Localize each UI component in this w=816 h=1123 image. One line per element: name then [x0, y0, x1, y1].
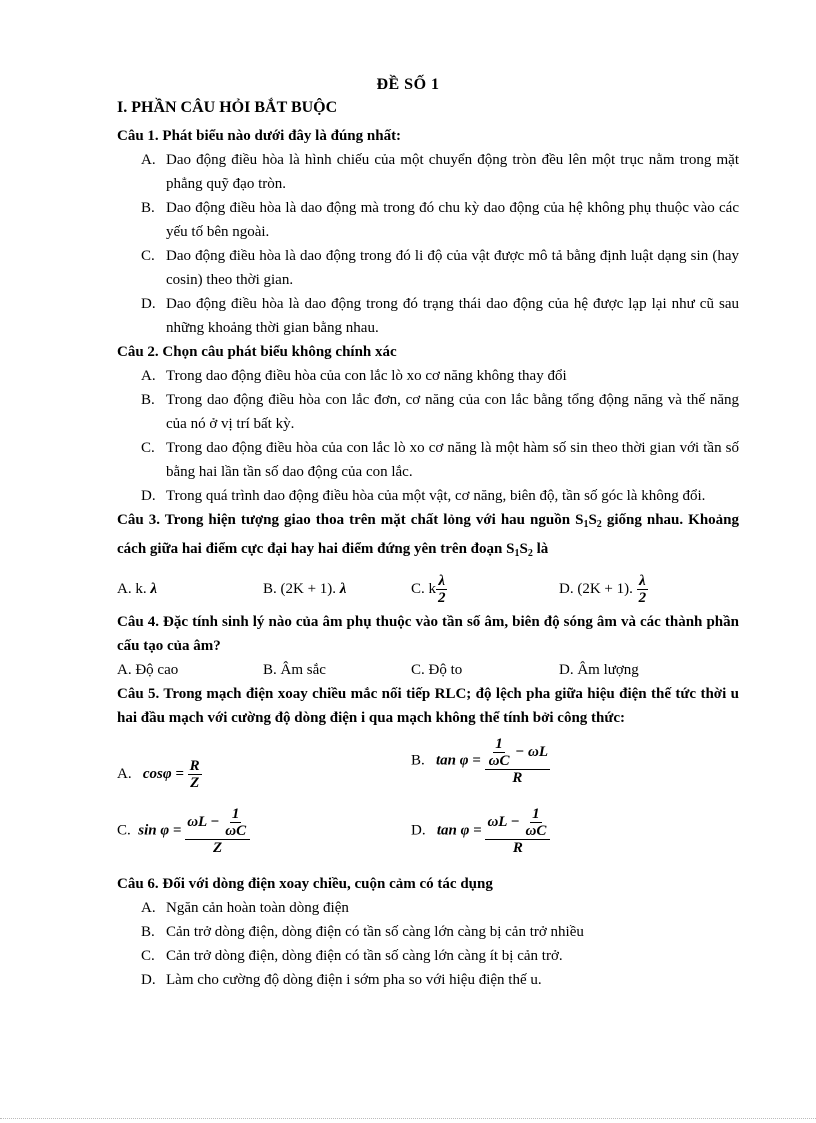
q2-option-a [117, 364, 739, 388]
q5-option-c: C. sin φ = ωL − $\frac{1}{\omega C}$ Z [117, 806, 250, 856]
page-bottom-divider [0, 1118, 816, 1119]
question-5: Câu 5. Trong mạch điện xoay chiều mắc nối tiếp RLC; độ lệch pha giữa hiệu điện thế tức thời u hai đầu mạch với cường độ dòng điện i qua mạch không thể tính bởi công thức: [117, 686, 739, 726]
option-letter: B. [141, 392, 155, 408]
q3-option-c: C. k $\frac{\lambda}{2}$ [411, 573, 446, 607]
lambda-over-two: $\frac{\lambda}{2}$ [638, 573, 647, 607]
q2-option-d [117, 484, 739, 508]
option-letter: A. [141, 368, 156, 384]
option-text: Cản trở dòng điện, dòng điện có tần số càng lớn càng bị cản trở nhiều [166, 924, 584, 940]
question-1: Câu 1. Phát biểu nào dưới đây là đúng nhất: [117, 128, 402, 144]
option-text: Dao động điều hòa là hình chiếu của một chuyển động tròn đều lên một trục nằm trong mặt phẳng quỹ đạo tròn. [166, 152, 739, 192]
option-text: Trong quá trình dao động điều hòa của một vật, cơ năng, biên độ, tần số góc là không đổi. [166, 488, 706, 504]
q6-option-a [117, 896, 739, 920]
q4-option-d: D. Âm lượng [559, 662, 639, 678]
q3-options [117, 570, 739, 608]
option-letter: D. [141, 972, 156, 988]
q2-option-b [117, 388, 739, 436]
option-letter: D. [141, 296, 156, 312]
section-heading: I. PHẦN CÂU HỎI BẮT BUỘC [117, 99, 338, 116]
q4-option-b: B. Âm sắc [263, 662, 326, 678]
q5-row-ab [117, 736, 739, 802]
q6-option-d [117, 968, 739, 992]
option-letter: A. [141, 152, 156, 168]
option-text: Ngăn cản hoàn toàn dòng điện [166, 900, 349, 916]
option-text: Trong dao động điều hòa con lắc đơn, cơ năng của con lắc bằng tổng động năng và thế năng của nó ở vị trí bất kỳ. [166, 392, 739, 432]
option-letter: C. [141, 948, 155, 964]
option-letter: C. [141, 248, 155, 264]
q3-option-a: A. k. λ [117, 581, 158, 597]
question-6: Câu 6. Đối với dòng điện xoay chiều, cuộn cảm có tác dụng [117, 876, 493, 892]
q1-option-d [117, 292, 739, 340]
question-2: Câu 2. Chọn câu phát biểu không chính xác [117, 344, 397, 360]
q4-option-c: C. Độ to [411, 662, 463, 678]
option-text: Dao động điều hòa là dao động trong đó li độ của vật được mô tả bằng định luật dạng sin (hay cosin) theo thời gian. [166, 248, 739, 288]
q5-option-b: B. tan φ = $\frac{1}{\omega C}$ − ωL R [411, 736, 549, 786]
q5-option-d: D. tan φ = ωL − $\frac{1}{\omega C}$ R [411, 806, 550, 856]
option-letter: B. [141, 200, 155, 216]
q3-option-d: D. (2K + 1). $\frac{\lambda}{2}$ [559, 573, 647, 607]
q5-option-a: A. cosφ = $\frac{R}{Z}$ [117, 758, 200, 791]
lambda-over-two: $\frac{\lambda}{2}$ [438, 573, 446, 607]
q1-option-b [117, 196, 739, 244]
option-text: Dao động điều hòa là dao động mà trong đó chu kỳ dao động của hệ không phụ thuộc vào các yếu tố bên ngoài. [166, 200, 739, 240]
question-4: Câu 4. Đặc tính sinh lý nào của âm phụ thuộc vào tần số âm, biên độ sóng âm và các thành phần cấu tạo của âm? [117, 614, 739, 654]
q4-options [117, 658, 739, 682]
option-letter: B. [141, 924, 155, 940]
q4-option-a: A. Độ cao [117, 662, 179, 678]
q6-option-b [117, 920, 739, 944]
question-3: Câu 3. Trong hiện tượng giao thoa trên mặt chất lỏng với hau nguồn $S_1S_2$ giống nhau. Khoảng cách giữa hai điểm cực đại hay hai điểm đứng yên trên đoạn $S_1S_2$ là [117, 512, 740, 559]
option-text: Trong dao động điều hòa của con lắc lò xo cơ năng không thay đổi [166, 368, 567, 384]
option-text: Cản trở dòng điện, dòng điện có tần số càng lớn càng ít bị cản trở. [166, 948, 563, 964]
questions [117, 124, 739, 992]
q5-row-cd [117, 806, 739, 872]
option-text: Dao động điều hòa là dao động trong đó trạng thái dao động của hệ được lạp lại như cũ sau những khoảng thời gian bằng nhau. [166, 296, 739, 336]
q1-option-a [117, 148, 739, 196]
page-title: ĐỀ SỐ 1 [376, 76, 440, 93]
q6-option-c [117, 944, 739, 968]
option-letter: C. [141, 440, 155, 456]
option-text: Làm cho cường độ dòng điện i sớm pha so với hiệu điện thế u. [166, 972, 542, 988]
q2-option-c [117, 436, 739, 484]
q3-option-b: B. (2K + 1). λ [263, 581, 347, 597]
option-letter: A. [141, 900, 156, 916]
option-letter: D. [141, 488, 156, 504]
q1-option-c [117, 244, 739, 292]
option-text: Trong dao động điều hòa của con lắc lò xo cơ năng là một hàm số sin theo thời gian với tần số bằng hai lần tần số dao động của con lắc. [166, 440, 739, 480]
